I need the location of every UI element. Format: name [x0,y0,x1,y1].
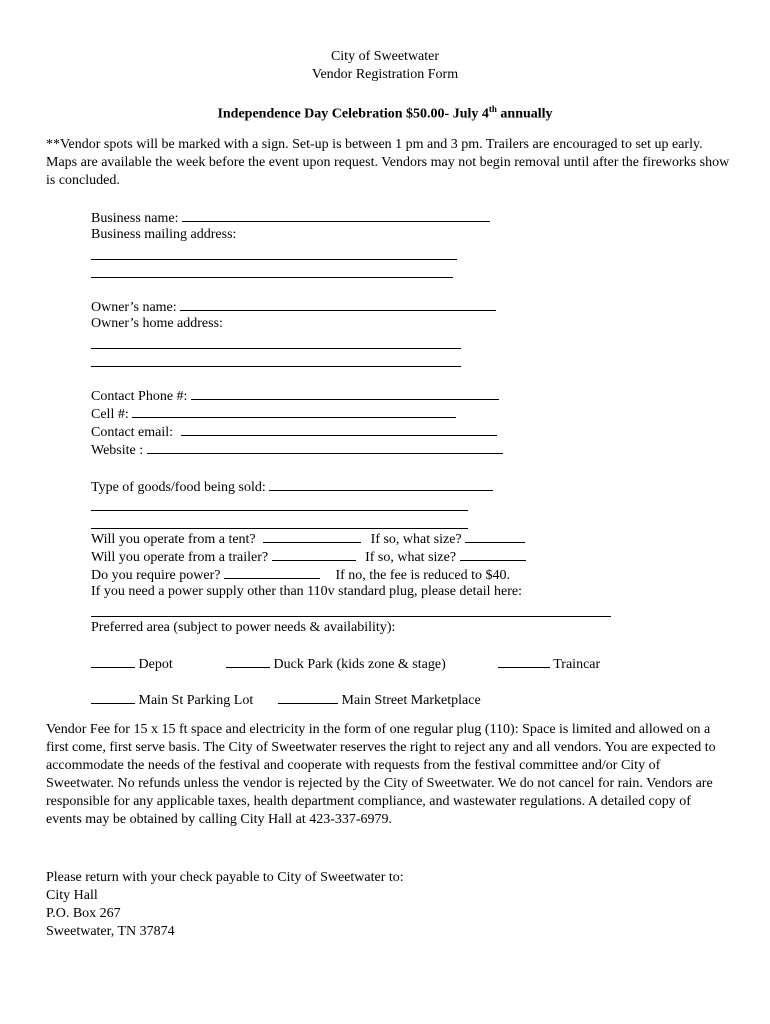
owner-address-line-2[interactable] [91,366,461,367]
contact-phone-row [91,386,499,406]
business-address-label: Business mailing address: [91,227,237,242]
area-main-st-parking-field[interactable] [91,690,135,704]
goods-line-1[interactable] [91,510,468,511]
area-traincar-field[interactable] [498,654,550,668]
business-name-row [91,208,490,228]
power-row [91,565,510,585]
tent-question: Will you operate from a tent? [91,532,256,547]
event-title-sup: th [488,104,497,114]
contact-phone-field[interactable] [191,386,499,400]
return-address [46,869,404,941]
power-question: Do you require power? [91,568,221,583]
contact-email-row [91,422,497,442]
event-title-main: Independence Day Celebration $50.00- July 4 [217,106,489,122]
owner-address-line-1[interactable] [91,348,461,349]
website-field[interactable] [147,440,503,454]
tent-row [91,529,525,549]
business-name-label: Business name: [91,211,179,226]
contact-email-label: Contact email: [91,425,174,440]
return-intro: Please return with your check payable to City of Sweetwater to: [46,870,404,885]
tent-size-field[interactable] [465,529,525,543]
area-duck-park [226,654,446,674]
business-name-field[interactable] [182,208,490,222]
owner-name-field[interactable] [180,297,496,311]
trailer-size-field[interactable] [460,547,526,561]
owner-name-label: Owner’s name: [91,300,177,315]
power-answer-field[interactable] [224,565,320,579]
area-depot-field[interactable] [91,654,135,668]
area-duck-park-field[interactable] [226,654,270,668]
contact-email-field[interactable] [181,422,497,436]
owner-address-label: Owner’s home address: [91,316,223,331]
power-detail-line[interactable] [91,616,611,617]
website-row [91,440,503,460]
area-main-st-parking-label: Main St Parking Lot [138,693,254,708]
goods-field[interactable] [269,477,493,491]
event-title-end: annually [496,106,553,122]
city-heading: City of Sweetwater [330,49,440,64]
return-line-1: City Hall [46,888,98,903]
area-depot [91,654,173,674]
form-title: Vendor Registration Form [311,67,459,82]
area-traincar [498,654,600,674]
owner-name-row [91,297,496,317]
tent-answer-field[interactable] [263,529,361,543]
business-address-line-1[interactable] [91,259,457,260]
preferred-area-label: Preferred area (subject to power needs & availability): [91,620,396,635]
trailer-row [91,547,526,567]
contact-phone-label: Contact Phone #: [91,389,188,404]
tent-size-question: If so, what size? [370,532,462,547]
power-note: If no, the fee is reduced to $40. [335,568,511,583]
event-title [0,100,770,124]
area-duck-park-label: Duck Park (kids zone & stage) [273,657,446,672]
website-label: Website : [91,443,144,458]
business-address-line-2[interactable] [91,277,453,278]
return-line-3: Sweetwater, TN 37874 [46,924,175,939]
trailer-question: Will you operate from a trailer? [91,550,269,565]
goods-label: Type of goods/food being sold: [91,480,266,495]
cell-label: Cell #: [91,407,129,422]
area-main-st-parking [91,690,253,710]
area-depot-label: Depot [138,657,173,672]
intro-paragraph: **Vendor spots will be marked with a sign. Set-up is between 1 pm and 3 pm. Trailers are encouraged to set up early. Maps are available the week before the event upon request. Vendors may not begin removal until after the fireworks show is concluded. [46,137,730,188]
trailer-answer-field[interactable] [272,547,356,561]
goods-row [91,477,493,497]
fee-paragraph: Vendor Fee for 15 x 15 ft space and electricity in the form of one regular plug (110): Space is limited and allowed on a first come, first serve basis. The City of Sweetwater reserves the right to reject any and all vendors. You are expected to accommodate the needs of the festival and cooperate with requests from the festival committee and/or City of Sweetwater. No refunds unless the vendor is rejected by the City of Sweetwater. We do not cancel for rain. Vendors are responsible for any applicable taxes, health department compliance, and wastewater regulations. A detailed copy of events may be obtained by calling City Hall at 423-337-6979. [46,722,716,827]
area-marketplace [278,690,481,710]
area-marketplace-field[interactable] [278,690,338,704]
area-traincar-label: Traincar [553,657,601,672]
return-line-2: P.O. Box 267 [46,906,121,921]
cell-row [91,404,456,424]
cell-field[interactable] [132,404,456,418]
trailer-size-question: If so, what size? [365,550,457,565]
area-marketplace-label: Main Street Marketplace [341,693,481,708]
power-detail-label: If you need a power supply other than 110v standard plug, please detail here: [91,584,523,599]
